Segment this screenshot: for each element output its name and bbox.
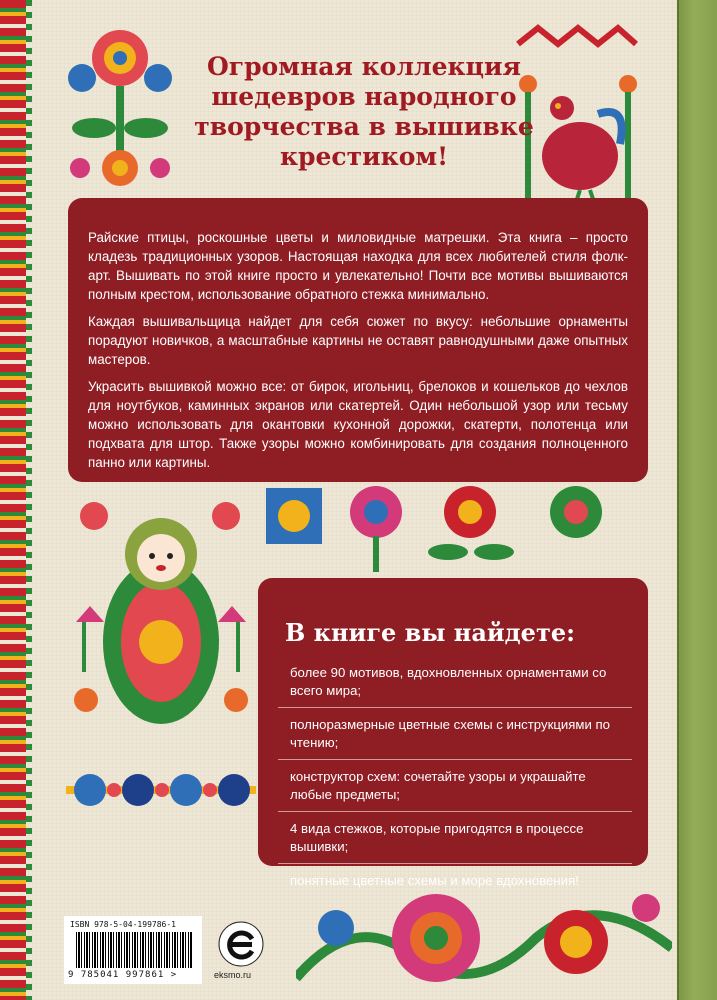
contents-list xyxy=(278,656,632,897)
description-paragraph: Райские птицы, роскошные цветы и миловидные матрешки. Эта книга – просто кладезь традиционных узоров. Настоящая находка для всех любителей стиля фолк-арт. Вышивать по этой книге просто и увлекательно! Почти все мотивы вышиваются полным крестом, использование обратного стежка минимально. xyxy=(88,230,628,302)
isbn-label: ISBN 978-5-04-199786-1 xyxy=(70,920,176,929)
flower-bouquet-illustration xyxy=(60,18,180,208)
list-item: конструктор схем: сочетайте узоры и украшайте любые предметы; xyxy=(278,759,632,811)
barcode-bars xyxy=(76,932,192,968)
contents-title: В книге вы найдете: xyxy=(285,618,575,647)
publisher-logo-icon xyxy=(218,921,264,967)
flower-row-illustration xyxy=(258,482,628,574)
description-text xyxy=(88,228,628,480)
list-item: более 90 мотивов, вдохновленных орнаментами со всего мира; xyxy=(290,665,607,698)
barcode xyxy=(64,916,202,984)
list-item: 4 вида стежков, которые пригодятся в процессе вышивки; xyxy=(278,811,632,863)
list-item: понятные цветные схемы и море вдохновения! xyxy=(278,863,632,897)
description-paragraph: Украсить вышивкой можно все: от бирок, игольниц, брелоков и кошельков до чехлов для ноутбуков, каминных экранов или скатертей. Один небольшой узор или тесьму можно использовать для окантовки кухонной дорожки, скатерти, полотенца или подхвата для штор. Также узоры можно комбинировать для создания полноценного панно или картины. xyxy=(88,379,628,470)
description-paragraph: Каждая вышивальщица найдет для себя сюжет по вкусу: небольшие орнаменты порадуют новичков, а масштабные картины не оставят равнодушными даже опытных мастеров. xyxy=(88,314,628,367)
embroidered-border xyxy=(0,0,26,1000)
matryoshka-illustration xyxy=(66,492,256,742)
blue-flower-border-illustration xyxy=(66,760,256,822)
publisher-site: eksmo.ru xyxy=(214,970,252,980)
headline: Огромная коллекция шедевров народного творчества в вышивке крестиком! xyxy=(194,52,534,171)
barcode-number: 9 785041 997861 > xyxy=(68,970,178,980)
book-spine xyxy=(677,0,717,1000)
list-item: полноразмерные цветные схемы с инструкциями по чтению; xyxy=(278,707,632,759)
